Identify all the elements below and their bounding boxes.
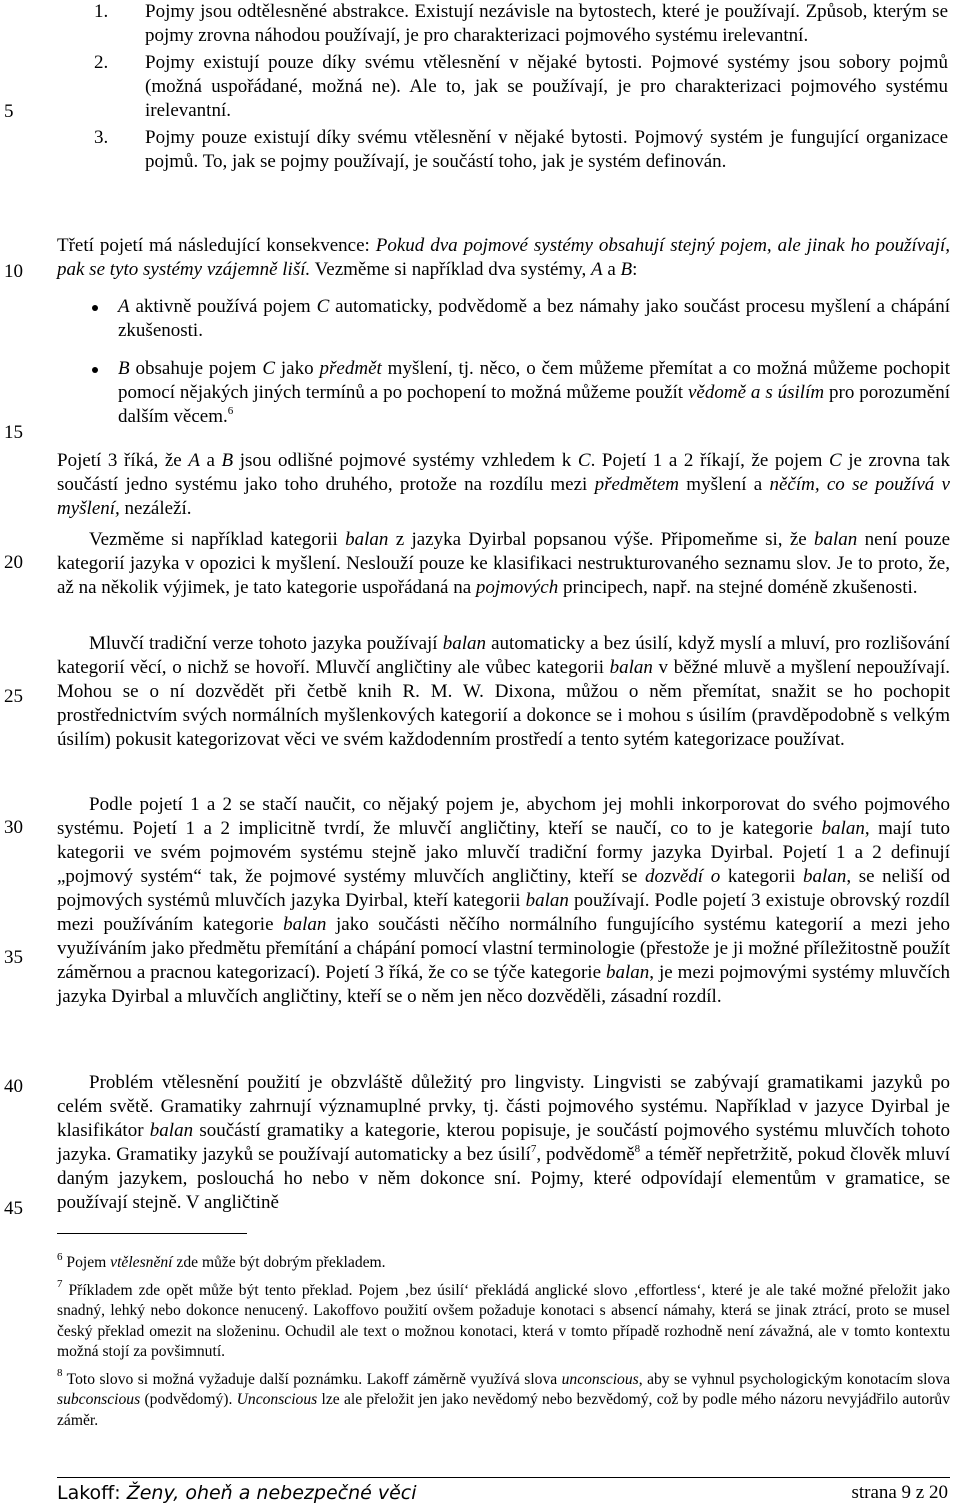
footer-title bbox=[57, 1482, 417, 1504]
list-item-text: Pojmy jsou odtělesněné abstrakce. Existují nezávisle na bytostech, které je používají. Způsob, kterým se pojmy zrovna náhodou používají, je pro charakterizaci pojmového systému irelevantní. bbox=[145, 1, 948, 46]
text-span: Pojem bbox=[62, 1254, 111, 1271]
paragraph-intro bbox=[57, 234, 950, 282]
bullet-item bbox=[88, 295, 950, 343]
line-number-15: 15 bbox=[4, 422, 23, 443]
list-item bbox=[88, 0, 948, 48]
italic-text: vědomě a s úsilím bbox=[688, 382, 825, 403]
text-span: jako bbox=[275, 358, 320, 379]
text-span: nezáleží. bbox=[119, 498, 192, 519]
text-span: a bbox=[199, 450, 222, 471]
text-span: Mluvčí tradiční verze tohoto jazyka používají bbox=[89, 633, 443, 654]
italic-text: pojmových bbox=[475, 577, 559, 598]
text-span: je zrovna tak součástí jedno systému jako toho druhého, protože na rozdílu mezi bbox=[57, 450, 950, 495]
italic-text: balan bbox=[525, 890, 569, 911]
italic-text: C bbox=[577, 450, 591, 471]
footer-divider bbox=[57, 1477, 950, 1478]
italic-text: A bbox=[118, 296, 130, 317]
text-span: Pojetí 3 říká, že bbox=[57, 450, 189, 471]
page-number: strana 9 z 20 bbox=[851, 1482, 948, 1503]
italic-text: dozvědí o bbox=[645, 866, 721, 887]
paragraph bbox=[57, 528, 950, 600]
line-number-25: 25 bbox=[4, 686, 23, 707]
text-span: Vezměme si například dva systémy, bbox=[310, 259, 591, 280]
text-span: součástí gramatiky a kategorie, kterou popisuje, je součástí pojmového systému mluvčích tohoto jazyka. Gramatiky jazyků se používají automaticky a bez úsilí bbox=[57, 1120, 950, 1165]
paragraph bbox=[57, 632, 950, 752]
text-span: automaticky, podvědomě a bez námahy jako součást procesu myšlení a chápání zkušenosti. bbox=[118, 296, 950, 341]
italic-text: C bbox=[828, 450, 842, 471]
footnote-divider bbox=[57, 1233, 247, 1234]
bullet-item bbox=[88, 357, 950, 429]
line-number-35: 35 bbox=[4, 947, 23, 968]
bullet-icon bbox=[92, 305, 98, 311]
list-item-number: 1. bbox=[94, 1, 109, 22]
footnote-7 bbox=[57, 1278, 950, 1363]
text-span: myšlení a bbox=[679, 474, 770, 495]
italic-text: B bbox=[620, 259, 633, 280]
italic-text: balan bbox=[442, 633, 486, 654]
text-span: Podle pojetí 1 a 2 se stačí naučit, co nějaký pojem je, abychom jej mohli inkorporovat do svého pojmového systému. Pojetí 1 a 2 implicitně tvrdí, že mluvčí angličtiny, kteří se naučí, co to je kategorie bbox=[57, 794, 950, 839]
text-span: , podvědomě bbox=[536, 1144, 635, 1165]
italic-text: B bbox=[118, 358, 130, 379]
line-number-20: 20 bbox=[4, 552, 23, 573]
text-span: (podvědomý). bbox=[140, 1391, 237, 1408]
text-span: pro porozumění dalším věcem. bbox=[118, 382, 950, 427]
text-span: principech, např. na stejné doméně zkušenosti. bbox=[558, 577, 918, 598]
italic-text: předmětem bbox=[594, 474, 680, 495]
text-span: , mají tuto kategorii ve svém pojmovém systému stejně jako mluvčí tradiční formy jazyka Dyirbal. Pojetí 1 a 2 definují „pojmový systém“ tak, že pojmové systémy mluvčích angličtiny, kteří se bbox=[57, 818, 950, 887]
line-number-5: 5 bbox=[4, 101, 14, 122]
italic-text: balan bbox=[149, 1120, 194, 1141]
list-item bbox=[88, 126, 948, 174]
italic-text: něčím, co se používá v myšlení, bbox=[57, 474, 950, 519]
text-span: kategorii bbox=[720, 866, 804, 887]
text-span: Třetí pojetí má následující konsekvence: bbox=[57, 235, 376, 256]
footer-book-title: Ženy, oheň a nebezpečné věci bbox=[126, 1482, 417, 1504]
footnote-8 bbox=[57, 1367, 950, 1432]
footnote-ref: 6 bbox=[227, 404, 234, 417]
line-number-45: 45 bbox=[4, 1198, 23, 1219]
italic-text: Pokud dva pojmové systémy obsahují stejný pojem, ale jinak ho používají, pak se tyto systémy vzájemně liší. bbox=[57, 235, 950, 280]
italic-text: unconscious bbox=[561, 1370, 639, 1388]
text-span: myšlení, tj. něco, o čem můžeme přemítat a co možná můžeme pochopit pomocí nějakých jiných termínů a po pochopení to možná můžeme použít bbox=[118, 358, 950, 403]
italic-text: C bbox=[262, 358, 276, 379]
text-span: Problém vtělesnění použití je obzvláště důležitý pro lingvisty. Lingvisti se zabývají gramatikami jazyků po celém světě. Gramatiky zahrnují významuplné prvky, tj. části pojmového systému. Například v jazyce Dyirbal je klasifikátor bbox=[57, 1072, 950, 1141]
text-span: , se neliší od pojmových systémů mluvčích jazyka Dyirbal, kteří kategorii bbox=[57, 866, 950, 911]
text-span: Příkladem zde opět může být tento překlad. Pojem ‚bez úsilí‘ překládá anglické slovo ‚effortless‘, které je ale také možné přeložit jako snadný, lehký nebo dokonce nenucený. Lakoffovo použití ovšem požaduje konotaci s absencí námahy, která se jinak ztrácí, proto se musel český překlad omezit na složeninu. Ochudil ale text o možnou konotaci, která v tomto případě rozhodně není závažná, ale v tomto kontextu možná stojí za povšimnutí. bbox=[57, 1281, 950, 1360]
text-span: automaticky a bez úsilí, když myslí a mluví, pro rozlišování kategorií věcí, o nichž se hovoří. Mluvčí angličtiny ale vůbec kategorii bbox=[57, 633, 950, 678]
footnote-ref: 8 bbox=[634, 1142, 641, 1155]
list-item-text: Pojmy existují pouze díky svému vtělesnění v nějaké bytosti. Pojmové systémy jsou sobory pojmů (možná uspořádané, možná ne). Ale to, jak se používají, je pro charakterizaci pojmového systému irelevantní. bbox=[145, 52, 948, 121]
text-span: jako součásti něčího normálního fungujícího systému kategorií a mezi jeho využíváním jako předmětu přemítání a chápání pomocí vlastní terminologie (přestože je ji možné příležitostně použít záměrnou a pracnou kategorizací). Pojetí 3 říká, že co se týče kategorie bbox=[57, 914, 951, 983]
italic-text: předmět bbox=[319, 358, 382, 379]
footnote-number: 6 bbox=[57, 1250, 63, 1263]
italic-text: A bbox=[188, 450, 200, 471]
line-number-10: 10 bbox=[4, 261, 23, 282]
text-span: a téměř nepřetržitě, pokud člověk mluví daným jazykem, poslouchá ho nebo v něm dokonce sní. Pojmy, které odpovídají elementům v gramatice, se používají stejně. V angličtině bbox=[57, 1144, 951, 1213]
footnote-number: 7 bbox=[57, 1278, 63, 1291]
text-span: není pouze kategorií jazyka v opozici k myšlení. Neslouží pouze ke klasifikaci nestrukturovaného seznamu slov. Je to proto, že, až na několik výjimek, je tato kategorie uspořádaná na bbox=[57, 529, 951, 598]
paragraph bbox=[57, 449, 950, 521]
list-item-text: Pojmy pouze existují díky svému vtělesnění v nějaké bytosti. Pojmový systém je fungující organizace pojmů. To, jak se pojmy používají, je součástí toho, jak je systém definován. bbox=[145, 127, 948, 172]
footnote-number: 8 bbox=[57, 1367, 63, 1380]
bullet-list bbox=[88, 295, 950, 443]
italic-text: balan bbox=[283, 914, 327, 935]
text-span: , je mezi pojmovými systémy mluvčích jazyka Dyirbal a mluvčích angličtiny, kteří se o něm jen něco dozvěděli, zásadní rozdíl. bbox=[57, 962, 950, 1007]
text-span: jsou odlišné pojmové systémy vzhledem k bbox=[233, 450, 578, 471]
text-span: Vezměme si například kategorii bbox=[89, 529, 346, 550]
list-item-number: 2. bbox=[94, 52, 109, 73]
text-span: Toto slovo si možná vyžaduje další poznámku. Lakoff záměrně využívá slova bbox=[62, 1370, 562, 1388]
paragraph bbox=[57, 793, 950, 1009]
footnote-6 bbox=[57, 1250, 950, 1274]
text-span: používají. Podle pojetí 3 existuje obrovský rozdíl mezi používáním kategorie bbox=[57, 890, 951, 935]
italic-text: Unconscious bbox=[236, 1391, 318, 1408]
italic-text: vtělesnění bbox=[110, 1254, 173, 1271]
italic-text: balan bbox=[803, 866, 847, 887]
text-span: : bbox=[632, 259, 638, 280]
italic-text: balan bbox=[345, 529, 389, 550]
line-number-40: 40 bbox=[4, 1076, 23, 1097]
italic-text: A bbox=[590, 259, 603, 280]
list-item bbox=[88, 51, 948, 123]
italic-text: balan bbox=[605, 962, 650, 983]
bullet-icon bbox=[92, 367, 98, 373]
footnotes bbox=[57, 1250, 950, 1438]
numbered-list bbox=[88, 0, 948, 177]
text-span: aktivně používá pojem bbox=[129, 296, 317, 317]
text-span: z jazyka Dyirbal popsanou výše. Připomeňme si, že bbox=[388, 529, 815, 550]
italic-text: subconscious bbox=[57, 1391, 141, 1408]
text-span: . Pojetí 1 a 2 říkají, že pojem bbox=[590, 450, 829, 471]
italic-text: balan bbox=[609, 657, 653, 678]
paragraph bbox=[57, 1071, 950, 1215]
text-span: v běžné mluvě a myšlení nepoužívají. Mohou se o ní dozvědět při četbě knih R. M. W. Dixona, můžou o něm přemítat, snažit se ho pochopit prostřednictvím svých normálních myšlenkových kategorií a dokonce se i mohou s úsilím (pravděpodobně s velkým úsilím) pokusit kategorizovat věci ve svém každodenním prostředí a tento sytém kategorizace používat. bbox=[57, 657, 950, 750]
text-span: obsahuje pojem bbox=[129, 358, 263, 379]
text-span: a bbox=[602, 259, 621, 280]
text-span: lze ale přeložit jen jako nevědomý nebo bezvědomý, což by podle mého názoru nevyjádřilo autorův záměr. bbox=[57, 1391, 950, 1429]
text-span: , aby se vyhnul psychologickým konotacím slova bbox=[638, 1370, 950, 1388]
italic-text: balan bbox=[821, 818, 865, 839]
text-span: zde může být dobrým překladem. bbox=[172, 1254, 386, 1271]
footnote-ref: 7 bbox=[530, 1142, 537, 1155]
list-item-number: 3. bbox=[94, 127, 109, 148]
line-number-30: 30 bbox=[4, 817, 23, 838]
footer-author: Lakoff: bbox=[57, 1482, 127, 1504]
italic-text: balan bbox=[814, 529, 858, 550]
italic-text: C bbox=[316, 296, 330, 317]
italic-text: B bbox=[221, 450, 234, 471]
